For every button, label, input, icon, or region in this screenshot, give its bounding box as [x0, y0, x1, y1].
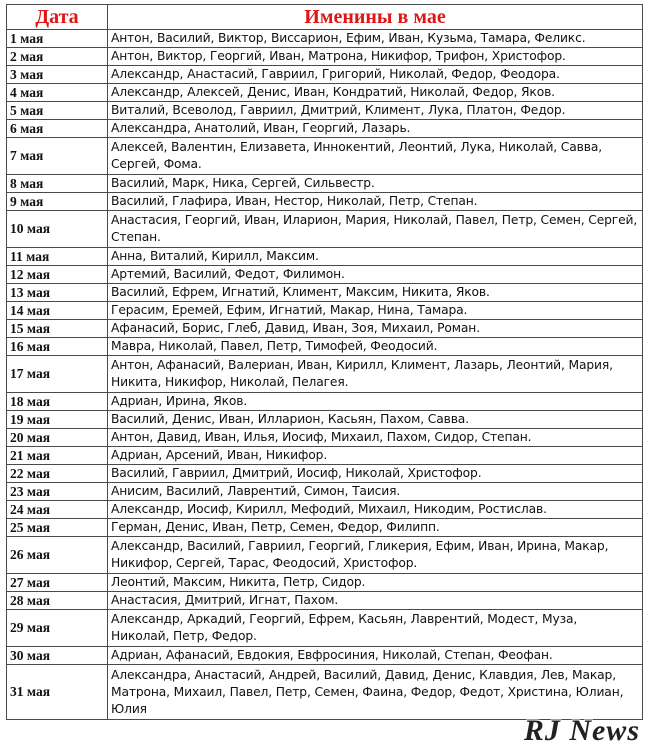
names-cell: Василий, Ефрем, Игнатий, Климент, Максим, Никита, Яков. — [108, 284, 643, 302]
names-cell: Анастасия, Георгий, Иван, Иларион, Мария, Николай, Павел, Петр, Семен, Сергей, Степан. — [108, 211, 643, 248]
table-row — [7, 610, 643, 647]
date-cell: 30 мая — [7, 647, 108, 665]
table-row — [7, 429, 643, 447]
names-cell: Алексей, Валентин, Елизавета, Иннокентий, Леонтий, Лука, Николай, Савва, Сергей, Фома. — [108, 138, 643, 175]
table-row — [7, 574, 643, 592]
names-cell: Василий, Денис, Иван, Илларион, Касьян, Пахом, Савва. — [108, 411, 643, 429]
names-cell: Анисим, Василий, Лаврентий, Симон, Таисия. — [108, 483, 643, 501]
date-cell: 12 мая — [7, 266, 108, 284]
date-cell: 25 мая — [7, 519, 108, 537]
names-cell: Антон, Афанасий, Валериан, Иван, Кирилл, Климент, Лазарь, Леонтий, Мария, Никита, Никифор, Николай, Пелагея. — [108, 356, 643, 393]
table-row — [7, 465, 643, 483]
table-row — [7, 48, 643, 66]
date-cell: 5 мая — [7, 102, 108, 120]
names-cell: Антон, Василий, Виктор, Виссарион, Ефим, Иван, Кузьма, Тамара, Феликс. — [108, 30, 643, 48]
names-cell: Герман, Денис, Иван, Петр, Семен, Федор, Филипп. — [108, 519, 643, 537]
rj-news-watermark: RJ News — [523, 714, 640, 747]
date-cell: 31 мая — [7, 665, 108, 720]
table-row — [7, 266, 643, 284]
table-row — [7, 211, 643, 248]
names-cell: Александр, Анастасий, Гавриил, Григорий, Николай, Федор, Феодора. — [108, 66, 643, 84]
table-row — [7, 537, 643, 574]
table-row — [7, 483, 643, 501]
date-cell: 29 мая — [7, 610, 108, 647]
names-cell: Адриан, Афанасий, Евдокия, Евфросиния, Николай, Степан, Феофан. — [108, 647, 643, 665]
date-cell: 15 мая — [7, 320, 108, 338]
table-row — [7, 447, 643, 465]
date-cell: 14 мая — [7, 302, 108, 320]
names-cell: Афанасий, Борис, Глеб, Давид, Иван, Зоя, Михаил, Роман. — [108, 320, 643, 338]
names-cell: Александр, Василий, Гавриил, Георгий, Гликерия, Ефим, Иван, Ирина, Макар, Никифор, Сергей, Тарас, Феодосий, Христофор. — [108, 537, 643, 574]
names-cell: Анна, Виталий, Кирилл, Максим. — [108, 248, 643, 266]
table-row — [7, 84, 643, 102]
date-cell: 11 мая — [7, 248, 108, 266]
date-cell: 20 мая — [7, 429, 108, 447]
names-cell: Виталий, Всеволод, Гавриил, Дмитрий, Климент, Лука, Платон, Федор. — [108, 102, 643, 120]
name-days-table — [6, 4, 643, 720]
date-cell: 6 мая — [7, 120, 108, 138]
names-cell: Антон, Давид, Иван, Илья, Иосиф, Михаил, Пахом, Сидор, Степан. — [108, 429, 643, 447]
table-row — [7, 320, 643, 338]
date-cell: 28 мая — [7, 592, 108, 610]
date-cell: 2 мая — [7, 48, 108, 66]
table-row — [7, 248, 643, 266]
table-row — [7, 30, 643, 48]
date-cell: 27 мая — [7, 574, 108, 592]
names-cell: Александр, Алексей, Денис, Иван, Кондратий, Николай, Федор, Яков. — [108, 84, 643, 102]
table-row — [7, 592, 643, 610]
table-row — [7, 393, 643, 411]
table-title: Именины в мае — [108, 5, 643, 30]
names-cell: Василий, Марк, Ника, Сергей, Сильвестр. — [108, 175, 643, 193]
table-row — [7, 302, 643, 320]
date-cell: 17 мая — [7, 356, 108, 393]
date-cell: 1 мая — [7, 30, 108, 48]
date-cell: 13 мая — [7, 284, 108, 302]
names-cell: Василий, Глафира, Иван, Нестор, Николай, Петр, Степан. — [108, 193, 643, 211]
names-cell: Александра, Анастасий, Андрей, Василий, Давид, Денис, Клавдия, Лев, Макар, Матрона, Михаил, Павел, Петр, Семен, Фаина, Федор, Федот, Христина, Юлиан, Юлия — [108, 665, 643, 720]
date-cell: 19 мая — [7, 411, 108, 429]
names-cell: Анастасия, Дмитрий, Игнат, Пахом. — [108, 592, 643, 610]
table-row — [7, 411, 643, 429]
table-row — [7, 356, 643, 393]
names-cell: Леонтий, Максим, Никита, Петр, Сидор. — [108, 574, 643, 592]
names-cell: Александр, Иосиф, Кирилл, Мефодий, Михаил, Никодим, Ростислав. — [108, 501, 643, 519]
date-cell: 3 мая — [7, 66, 108, 84]
date-cell: 9 мая — [7, 193, 108, 211]
date-cell: 10 мая — [7, 211, 108, 248]
table-header-row — [7, 5, 643, 30]
names-cell: Герасим, Еремей, Ефим, Игнатий, Макар, Нина, Тамара. — [108, 302, 643, 320]
date-cell: 23 мая — [7, 483, 108, 501]
names-cell: Василий, Гавриил, Дмитрий, Иосиф, Николай, Христофор. — [108, 465, 643, 483]
date-cell: 4 мая — [7, 84, 108, 102]
names-cell: Александр, Аркадий, Георгий, Ефрем, Касьян, Лаврентий, Модест, Муза, Николай, Петр, Федор. — [108, 610, 643, 647]
table-row — [7, 175, 643, 193]
table-row — [7, 665, 643, 720]
table-row — [7, 501, 643, 519]
date-cell: 8 мая — [7, 175, 108, 193]
table-row — [7, 647, 643, 665]
date-cell: 16 мая — [7, 338, 108, 356]
table-row — [7, 519, 643, 537]
date-cell: 22 мая — [7, 465, 108, 483]
date-cell: 18 мая — [7, 393, 108, 411]
names-cell: Мавра, Николай, Павел, Петр, Тимофей, Феодосий. — [108, 338, 643, 356]
names-cell: Александра, Анатолий, Иван, Георгий, Лазарь. — [108, 120, 643, 138]
date-cell: 24 мая — [7, 501, 108, 519]
table-row — [7, 138, 643, 175]
table-row — [7, 120, 643, 138]
table-row — [7, 338, 643, 356]
table-row — [7, 66, 643, 84]
date-cell: 21 мая — [7, 447, 108, 465]
table-row — [7, 284, 643, 302]
date-cell: 7 мая — [7, 138, 108, 175]
date-column-header: Дата — [7, 5, 108, 30]
date-cell: 26 мая — [7, 537, 108, 574]
names-cell: Адриан, Арсений, Иван, Никифор. — [108, 447, 643, 465]
table-row — [7, 102, 643, 120]
names-cell: Адриан, Ирина, Яков. — [108, 393, 643, 411]
names-cell: Антон, Виктор, Георгий, Иван, Матрона, Никифор, Трифон, Христофор. — [108, 48, 643, 66]
names-cell: Артемий, Василий, Федот, Филимон. — [108, 266, 643, 284]
table-row — [7, 193, 643, 211]
